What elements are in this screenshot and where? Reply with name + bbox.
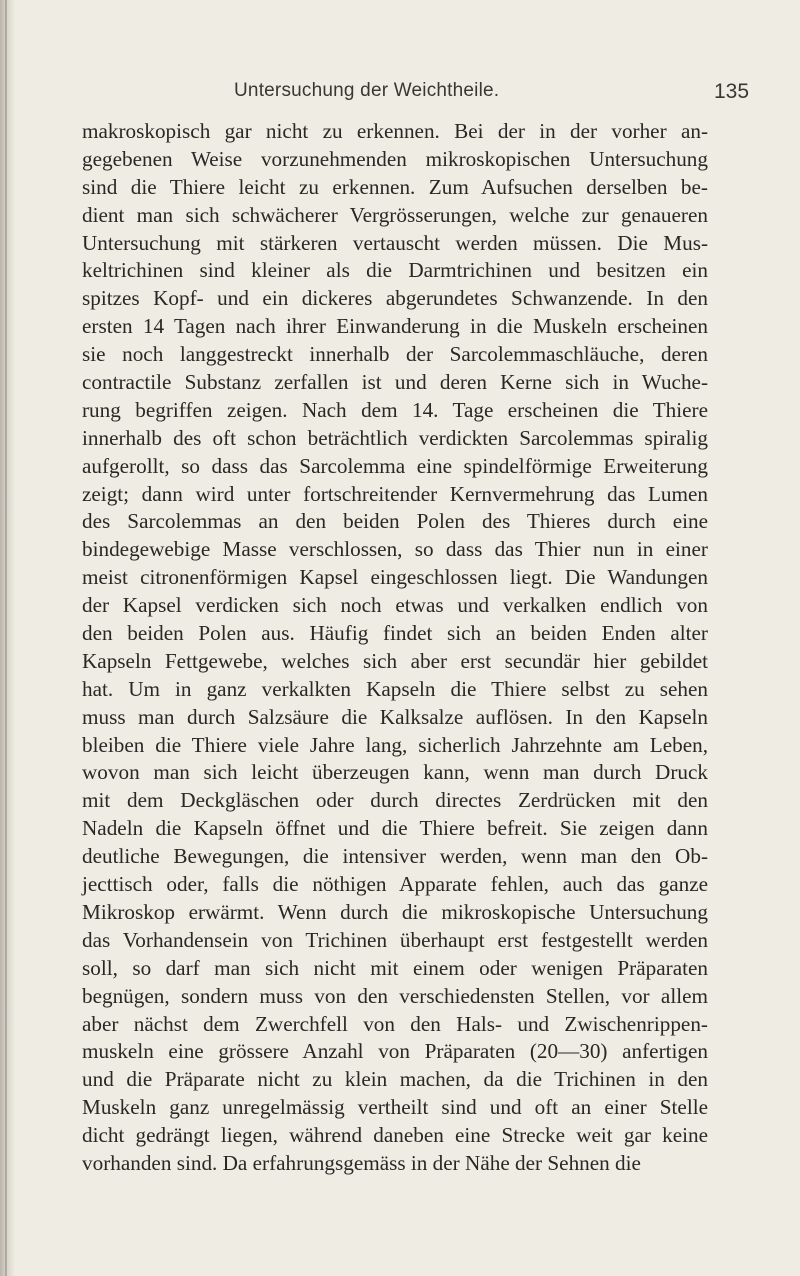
text-line: spitzes Kopf- und ein dickeres abgerundetes Schwanzende. In den (82, 286, 708, 311)
running-head-title: Untersuchung der Weichtheile. (234, 80, 500, 101)
text-line: Muskeln ganz unregelmässig vertheilt sind und oft an einer Stelle (82, 1095, 708, 1120)
text-line: deutliche Bewegungen, die intensiver werden, wenn man den Ob- (82, 844, 708, 869)
text-line: rung begriffen zeigen. Nach dem 14. Tage erscheinen die Thiere (82, 397, 708, 422)
text-line: das Vorhandensein von Trichinen überhaupt erst festgestellt werden (82, 927, 708, 952)
text-line: wovon man sich leicht überzeugen kann, wenn man durch Druck (82, 760, 708, 785)
text-line: sind die Thiere leicht zu erkennen. Zum Aufsuchen derselben be- (82, 174, 708, 199)
text-line: Mikroskop erwärmt. Wenn durch die mikroskopische Untersuchung (82, 899, 708, 924)
text-line: bleiben die Thiere viele Jahre lang, sicherlich Jahrzehnte am Leben, (82, 732, 708, 757)
text-line: innerhalb des oft schon beträchtlich verdickten Sarcolemmas spiralig (82, 425, 708, 450)
text-line: des Sarcolemmas an den beiden Polen des Thieres durch eine (82, 509, 708, 534)
text-line: und die Präparate nicht zu klein machen, da die Trichinen in den (82, 1067, 708, 1092)
binding-edge-line (5, 0, 7, 1276)
text-line: ersten 14 Tagen nach ihrer Einwanderung in die Muskeln erscheinen (82, 314, 708, 339)
text-line: muskeln eine grössere Anzahl von Präparaten (20—30) anfertigen (82, 1039, 708, 1064)
text-line: bindegewebige Masse verschlossen, so dass das Thier nun in einer (82, 537, 708, 562)
text-line: contractile Substanz zerfallen ist und deren Kerne sich in Wuche- (82, 370, 708, 395)
text-line: den beiden Polen aus. Häufig findet sich an beiden Enden alter (82, 621, 708, 646)
text-line: jecttisch oder, falls die nöthigen Apparate fehlen, auch das ganze (82, 872, 708, 897)
text-line: gegebenen Weise vorzunehmenden mikroskopischen Untersuchung (82, 146, 708, 171)
text-line: Kapseln Fettgewebe, welches sich aber erst secundär hier gebildet (82, 648, 708, 673)
text-line: makroskopisch gar nicht zu erkennen. Bei der in der vorher an- (82, 119, 708, 143)
page-gutter-shadow (0, 0, 14, 1276)
running-head (0, 80, 800, 110)
text-line: aber nächst dem Zwerchfell von den Hals- und Zwischenrippen- (82, 1011, 708, 1036)
text-line: aufgerollt, so dass das Sarcolemma eine spindelförmige Erweiterung (82, 453, 708, 478)
text-line: Untersuchung mit stärkeren vertauscht werden müssen. Die Mus- (82, 230, 708, 255)
text-line: der Kapsel verdicken sich noch etwas und verkalken endlich von (82, 593, 708, 618)
text-line: zeigt; dann wird unter fortschreitender Kernvermehrung das Lumen (82, 481, 708, 506)
text-line: mit dem Deckgläschen oder durch directes Zerdrücken mit den (82, 788, 708, 813)
text-line: dicht gedrängt liegen, während daneben eine Strecke weit gar keine (82, 1123, 708, 1148)
page-number: 135 (714, 80, 750, 103)
text-line: hat. Um in ganz verkalkten Kapseln die Thiere selbst zu sehen (82, 676, 708, 701)
text-line: meist citronenförmigen Kapsel eingeschlossen liegt. Die Wandungen (82, 565, 708, 590)
text-line: dient man sich schwächerer Vergrösserungen, welche zur genaueren (82, 202, 708, 227)
text-line: vorhanden sind. Da erfahrungsgemäss in der Nähe der Sehnen die (82, 1150, 641, 1175)
text-line: Nadeln die Kapseln öffnet und die Thiere befreit. Sie zeigen dann (82, 816, 708, 841)
text-line: soll, so darf man sich nicht mit einem oder wenigen Präparaten (82, 955, 708, 980)
text-line: keltrichinen sind kleiner als die Darmtrichinen und besitzen ein (82, 258, 708, 283)
body-paragraph (82, 118, 708, 1178)
text-line: begnügen, sondern muss von den verschiedensten Stellen, vor allem (82, 983, 708, 1008)
text-line: muss man durch Salzsäure die Kalksalze auflösen. In den Kapseln (82, 704, 708, 729)
text-line: sie noch langgestreckt innerhalb der Sarcolemmaschläuche, deren (82, 342, 708, 367)
